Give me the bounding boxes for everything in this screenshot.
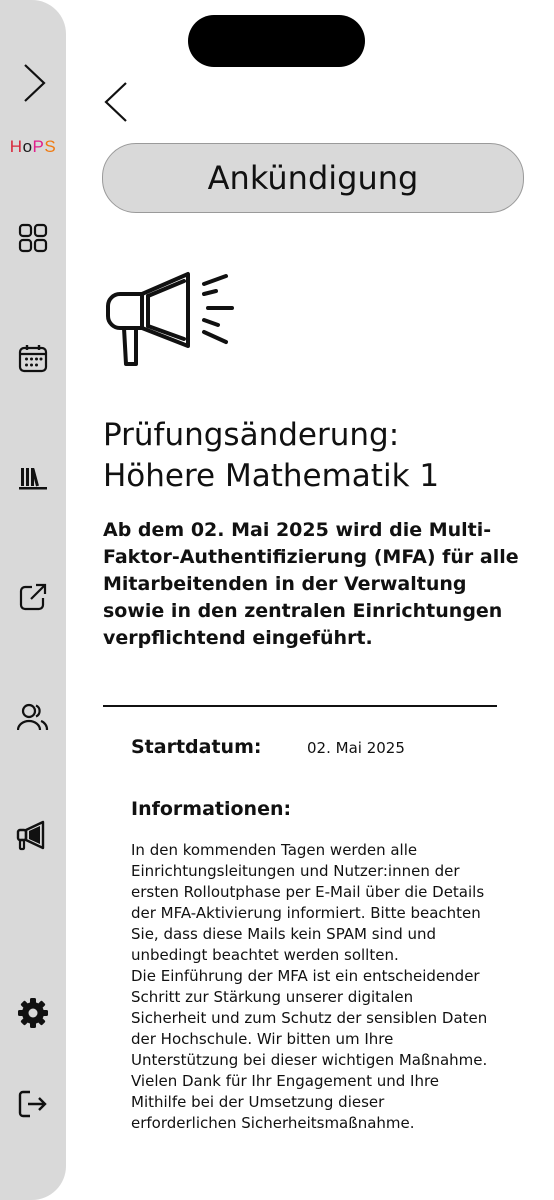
start-date-value: 02. Mai 2025 — [307, 739, 405, 757]
logout-icon — [17, 1089, 49, 1119]
back-button[interactable] — [100, 80, 136, 124]
hops-logo — [0, 137, 66, 157]
divider — [103, 705, 497, 707]
info-paragraph: Die Einführung der MFA ist ein entscheidender Schritt zur Stärkung unserer digitalen Sicherheit und zum Schutz der sensiblen Daten der Hochschule. Wir bitten um Ihre Unterstützung bei dieser wichtigen Maßnahme. — [131, 967, 488, 1069]
start-date-label: Startdatum: — [131, 736, 262, 758]
library-icon — [18, 462, 48, 492]
info-label: Informationen: — [131, 798, 292, 820]
announcement-lead: Ab dem 02. Mai 2025 wird die Multi-Faktor-Authentifizierung (MFA) für alle Mitarbeitenden in der Verwaltung sowie in den zentralen Einrichtungen verpflichtend eingeführt. — [103, 519, 519, 649]
logo-letter-o: o — [22, 137, 33, 156]
camera-notch — [188, 15, 365, 67]
chevron-right-icon — [18, 62, 48, 104]
sidebar-item-library[interactable] — [12, 456, 54, 498]
megaphone-icon — [104, 270, 236, 370]
logo-letter-s: S — [44, 137, 57, 156]
info-paragraph: Vielen Dank für Ihr Engagement und Ihre Mithilfe bei der Umsetzung dieser erforderlichen Sicherheitsmaßnahme. — [131, 1072, 440, 1132]
page-title-text: Ankündigung — [207, 159, 419, 197]
logo-letter-p: P — [32, 137, 45, 156]
calendar-icon — [18, 343, 48, 373]
users-icon — [17, 702, 49, 732]
info-paragraph: In den kommenden Tagen werden alle Einrichtungsleitungen und Nutzer:innen der ersten Rolloutphase per E-Mail über die Details der MFA-Aktivierung informiert. Bitte beachten Sie, dass diese Mails kein SPAM sind und unbedingt beachtet werden sollten. — [131, 841, 485, 964]
sidebar-item-external-links[interactable] — [12, 576, 54, 618]
sidebar-expand-button[interactable] — [12, 62, 54, 104]
headline-line-2: Höhere Mathematik 1 — [103, 458, 440, 494]
sidebar-item-announcements[interactable] — [12, 814, 54, 856]
page-title — [102, 143, 524, 213]
sidebar-item-settings[interactable] — [12, 992, 54, 1034]
chevron-left-icon — [100, 80, 136, 124]
megaphone-icon — [16, 819, 50, 851]
logo-letter-h: H — [9, 137, 23, 156]
sidebar-item-calendar[interactable] — [12, 337, 54, 379]
grid-icon — [18, 223, 48, 253]
gear-icon — [17, 997, 49, 1029]
sidebar-item-people[interactable] — [12, 696, 54, 738]
info-body — [131, 840, 491, 1134]
sidebar-item-dashboard[interactable] — [12, 217, 54, 259]
announcement-headline — [103, 415, 543, 497]
sidebar-item-logout[interactable] — [12, 1083, 54, 1125]
headline-line-1: Prüfungsänderung: — [103, 417, 400, 453]
external-link-icon — [18, 582, 48, 612]
sidebar — [0, 0, 66, 1200]
